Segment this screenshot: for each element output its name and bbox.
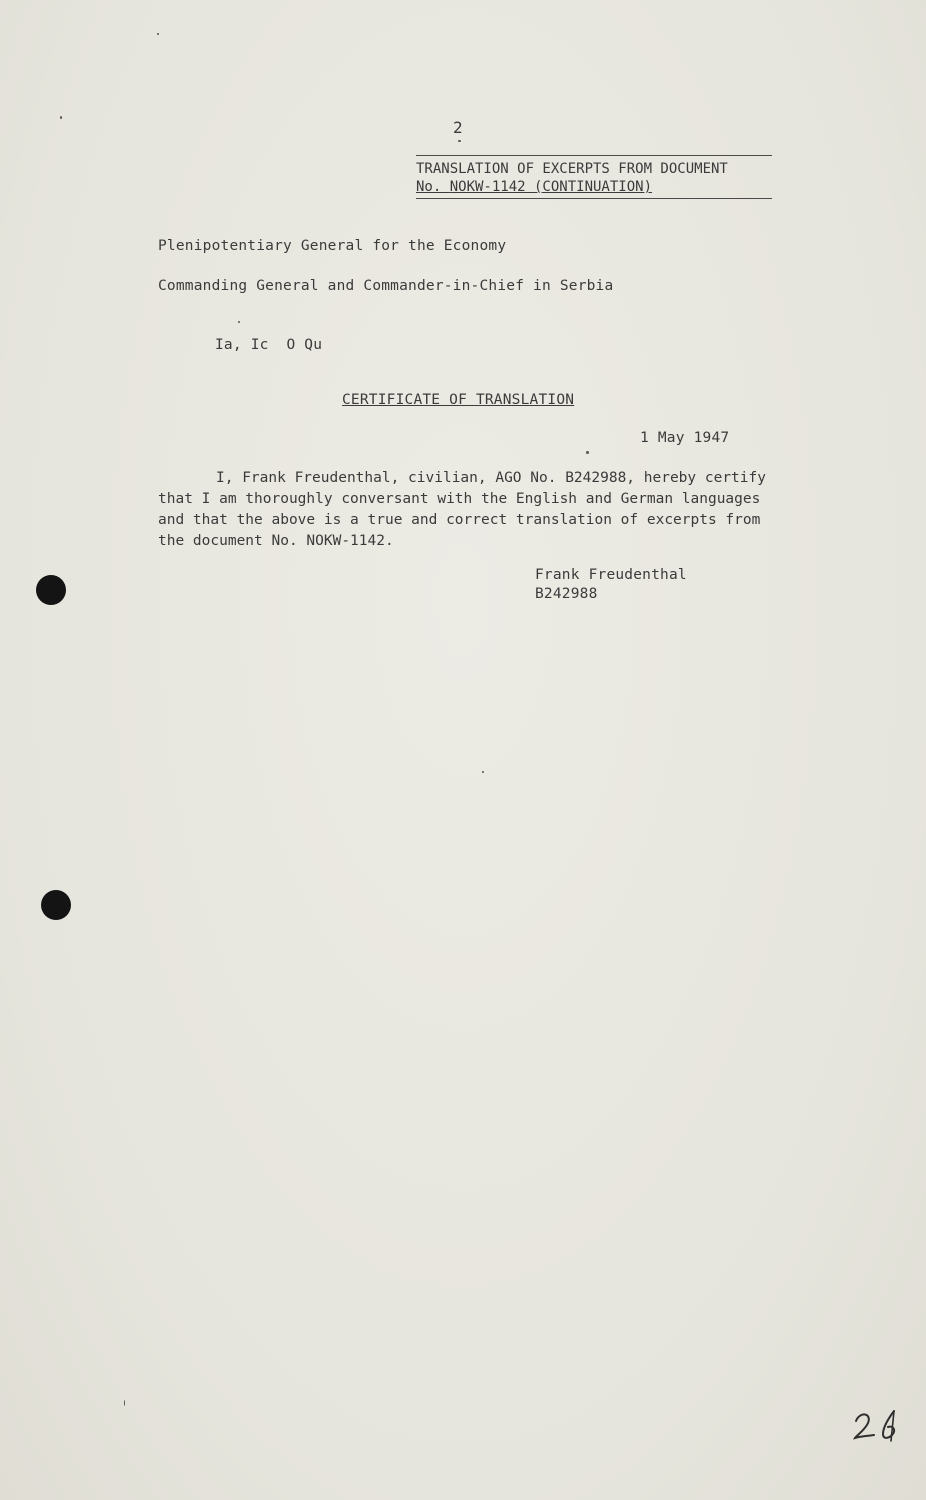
paper-speck [124,1400,125,1406]
paper-speck [458,140,461,142]
paper-speck [482,771,484,773]
organization-line-2: Commanding General and Commander-in-Chief in Serbia [158,278,614,294]
header-title: TRANSLATION OF EXCERPTS FROM DOCUMENT [416,161,728,177]
signature-name: Frank Freudenthal [535,567,687,583]
signature-ago-number: B242988 [535,586,598,602]
organization-line-1: Plenipotentiary General for the Economy [158,238,507,254]
certificate-body-line: I, Frank Freudenthal, civilian, AGO No. B242988, hereby certify [216,470,766,486]
header-number-prefix: No. [416,179,450,195]
certificate-body-line: and that the above is a true and correct translation of excerpts from [158,512,761,528]
punch-hole [41,890,71,920]
header-number-rest: NOKW-1142 (CONTINUATION) [449,179,653,195]
office-codes: Ia, Ic O Qu [215,337,323,353]
paper-speck [238,321,240,323]
paper-speck [586,451,589,454]
certificate-body [158,468,828,552]
certificate-date: 1 May 1947 [640,430,730,446]
page-number: 2 [453,118,463,137]
paper-speck [60,116,62,119]
handwritten-archive-mark [850,1405,910,1445]
header-document-number [416,178,772,196]
document-header [416,155,772,199]
punch-hole [36,575,66,605]
certificate-title: CERTIFICATE OF TRANSLATION [342,392,575,408]
certificate-body-line: the document No. NOKW-1142. [158,533,394,549]
certificate-body-line: that I am thoroughly conversant with the English and German languages [158,491,761,507]
paper-speck [157,33,159,35]
